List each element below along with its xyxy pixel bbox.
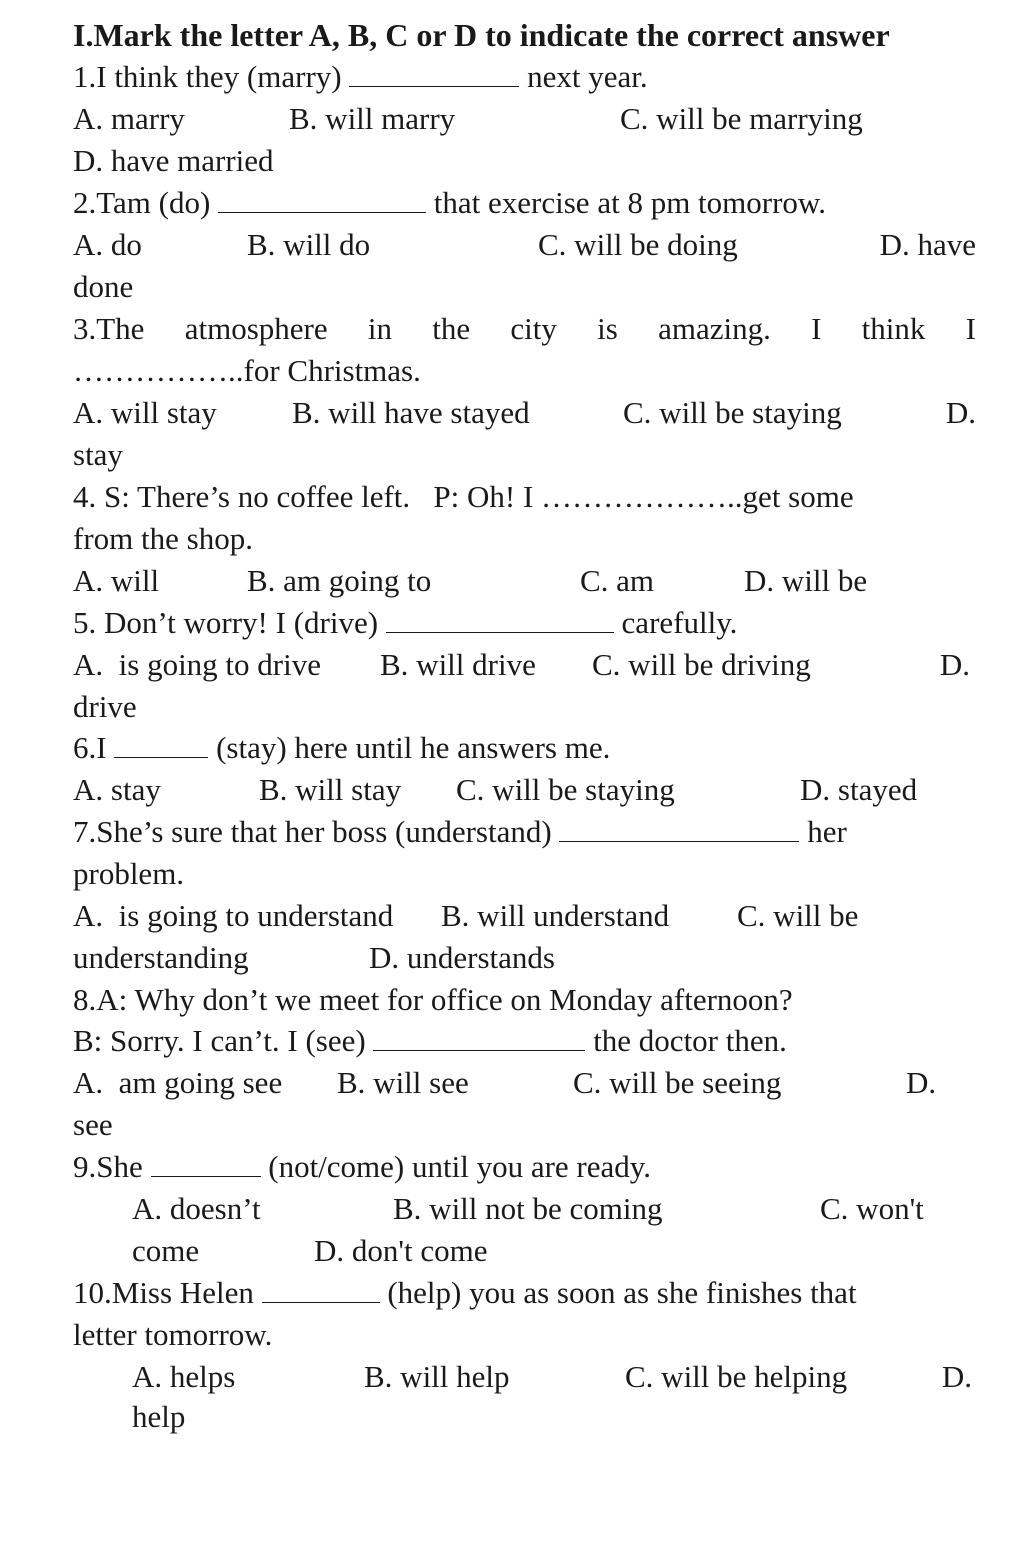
question-7-line-2: problem. [73, 856, 185, 891]
option-b[interactable]: B. will stay [259, 772, 402, 807]
question-10-option-d-cont [73, 1396, 976, 1438]
option-a[interactable]: A. do [73, 227, 142, 262]
question-4-line-2: from the shop. [73, 521, 253, 556]
question-7-options [73, 895, 976, 937]
question-text: that exercise at 8 pm tomorrow. [426, 185, 827, 220]
option-d[interactable]: D. [939, 647, 970, 682]
question-9-options [73, 1188, 976, 1230]
option-a[interactable]: A. marry [73, 101, 185, 136]
answer-blank[interactable] [559, 813, 799, 842]
question-text: 1.I think they (marry) [73, 59, 350, 94]
exercise-heading: I.Mark the letter A, B, C or D to indicate the correct answer [73, 17, 890, 53]
option-b[interactable]: B. will not be coming [393, 1191, 663, 1226]
option-d[interactable]: D. understands [369, 940, 555, 975]
option-b[interactable]: B. will drive [380, 647, 536, 682]
option-d[interactable]: D. stayed [800, 772, 918, 807]
option-d[interactable]: D. [941, 1359, 972, 1394]
answer-blank[interactable] [349, 58, 519, 87]
option-b[interactable]: B. will marry [289, 101, 456, 136]
question-10-options [73, 1356, 976, 1398]
question-1-options [73, 98, 976, 140]
question-2-option-d-cont [73, 266, 976, 308]
question-text: (stay) here until he answers me. [208, 730, 611, 765]
question-text: 7.She’s sure that her boss (understand) [73, 814, 560, 849]
question-8-line-2 [73, 1020, 976, 1062]
question-6 [73, 727, 976, 769]
question-8-option-d-cont [73, 1104, 976, 1146]
option-d[interactable]: D. have [879, 227, 976, 262]
question-4-options [73, 560, 976, 602]
question-3-option-d-cont [73, 434, 976, 476]
answer-blank[interactable] [218, 184, 426, 213]
option-d[interactable]: D. don't come [314, 1233, 488, 1268]
question-2-options [73, 224, 976, 266]
option-c[interactable]: C. will be helping [625, 1359, 848, 1394]
answer-blank[interactable] [373, 1022, 585, 1051]
question-8-options [73, 1062, 976, 1104]
question-text: carefully. [613, 605, 738, 640]
question-text: (help) you as soon as she finishes that [379, 1275, 857, 1310]
question-1 [73, 56, 976, 98]
option-d[interactable]: D. will be [744, 563, 868, 598]
option-c[interactable]: C. am [580, 563, 655, 598]
option-d-continued: done [73, 269, 134, 304]
question-text: 10.Miss Helen [73, 1275, 262, 1310]
question-text: the doctor then. [585, 1023, 787, 1058]
option-a-continued: come [132, 1233, 200, 1268]
option-a[interactable]: A. am going see [73, 1065, 283, 1100]
option-d-continued: drive [73, 689, 137, 724]
option-a[interactable]: A. helps [132, 1359, 236, 1394]
question-3-line-2: ……………..for Christmas. [73, 353, 421, 388]
question-3: 3.The atmosphere in the city is amazing. I think I [73, 311, 976, 346]
answer-blank[interactable] [151, 1148, 261, 1177]
question-9 [73, 1146, 976, 1188]
option-c-continued: understanding [73, 940, 249, 975]
answer-blank[interactable] [386, 604, 614, 633]
option-c[interactable]: C. will be seeing [573, 1065, 782, 1100]
answer-blank[interactable] [262, 1274, 380, 1303]
option-d[interactable]: D. [906, 1065, 937, 1100]
question-7-options-cont [73, 937, 976, 979]
question-5-options [73, 644, 976, 686]
option-c[interactable]: C. won't [820, 1191, 924, 1226]
question-5 [73, 602, 976, 644]
option-c[interactable]: C. will be doing [538, 227, 738, 262]
question-text: B: Sorry. I can’t. I (see) [73, 1023, 374, 1058]
answer-blank[interactable] [114, 729, 208, 758]
question-10 [73, 1272, 976, 1314]
option-b[interactable]: B. will do [247, 227, 371, 262]
question-8: 8.A: Why don’t we meet for office on Monday afternoon? [73, 982, 793, 1017]
option-d-continued: see [73, 1107, 113, 1142]
option-c[interactable]: C. will be driving [592, 647, 811, 682]
question-text: (not/come) until you are ready. [260, 1149, 652, 1184]
question-text: 5. Don’t worry! I (drive) [73, 605, 386, 640]
option-b[interactable]: B. will have stayed [292, 395, 530, 430]
option-a[interactable]: A. is going to drive [73, 647, 321, 682]
question-4: 4. S: There’s no coffee left. P: Oh! I ………………..get some [73, 479, 854, 514]
question-text: her [799, 814, 847, 849]
question-10-line-2: letter tomorrow. [73, 1317, 273, 1352]
question-text: 6.I [73, 730, 115, 765]
question-text: 2.Tam (do) [73, 185, 219, 220]
option-d-continued: help [132, 1399, 186, 1434]
option-b[interactable]: B. am going to [247, 563, 432, 598]
question-2 [73, 182, 976, 224]
question-6-options [73, 769, 976, 811]
option-c[interactable]: C. will be staying [456, 772, 675, 807]
option-c[interactable]: C. will be [737, 898, 859, 933]
option-d-continued: stay [73, 437, 123, 472]
option-b[interactable]: B. will understand [441, 898, 670, 933]
option-c[interactable]: C. will be marrying [620, 101, 863, 136]
question-7 [73, 811, 976, 853]
option-b[interactable]: B. will help [364, 1359, 510, 1394]
option-a[interactable]: A. stay [73, 772, 161, 807]
question-1-option-d-line [73, 140, 976, 182]
option-a[interactable]: A. will stay [73, 395, 217, 430]
question-text: next year. [519, 59, 648, 94]
question-5-option-d-cont [73, 686, 976, 728]
option-d[interactable]: D. [945, 395, 976, 430]
question-text: 9.She [73, 1149, 151, 1184]
option-a[interactable]: A. is going to understand [73, 898, 394, 933]
option-b[interactable]: B. will see [337, 1065, 469, 1100]
question-9-options-cont [73, 1230, 976, 1272]
option-a[interactable]: A. doesn’t [132, 1191, 261, 1226]
option-d[interactable]: D. have married [73, 143, 274, 178]
option-c[interactable]: C. will be staying [623, 395, 842, 430]
option-a[interactable]: A. will [73, 563, 160, 598]
question-3-options [73, 392, 976, 434]
